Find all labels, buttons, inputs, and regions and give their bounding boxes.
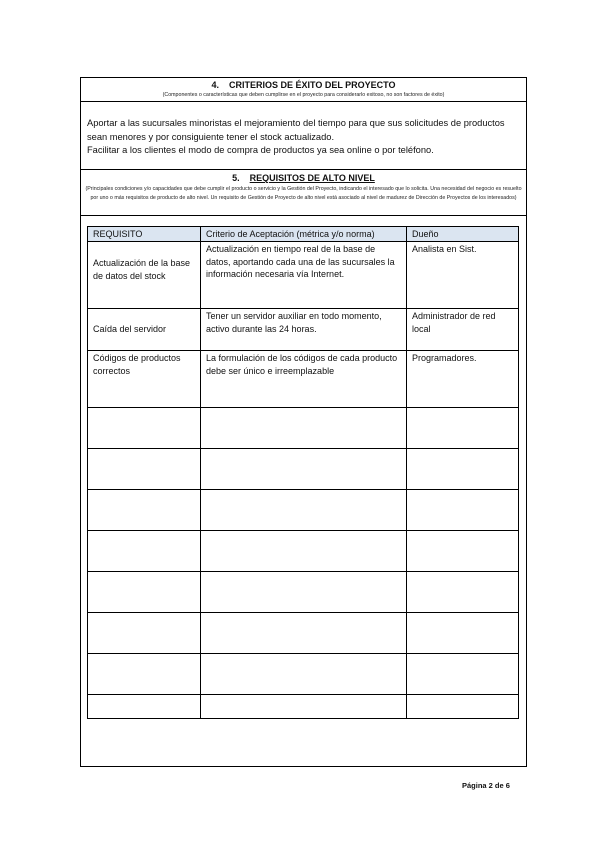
table-row bbox=[88, 695, 519, 719]
cell-requisito bbox=[88, 572, 201, 613]
cell-criterio bbox=[201, 572, 407, 613]
table-row bbox=[88, 351, 519, 408]
header-dueno: Dueño bbox=[407, 227, 519, 242]
table-header-row bbox=[88, 227, 519, 242]
section-5-number: 5. bbox=[232, 173, 240, 183]
cell-dueno bbox=[407, 449, 519, 490]
cell-criterio bbox=[201, 531, 407, 572]
cell-requisito bbox=[88, 449, 201, 490]
cell-criterio bbox=[201, 613, 407, 654]
cell-dueno: Programadores. bbox=[407, 351, 519, 408]
section-4-body bbox=[81, 102, 526, 170]
table-row bbox=[88, 408, 519, 449]
cell-requisito bbox=[88, 695, 201, 719]
cell-requisito bbox=[88, 408, 201, 449]
section-5-title-line bbox=[81, 170, 526, 184]
section-4-paragraph: Facilitar a los clientes el modo de compra de productos ya sea online o por teléfono. bbox=[87, 145, 434, 155]
cell-dueno bbox=[407, 572, 519, 613]
section-4-title: CRITERIOS DE ÉXITO DEL PROYECTO bbox=[228, 80, 396, 90]
cell-requisito bbox=[88, 613, 201, 654]
cell-criterio: Actualización en tiempo real de la base de datos, aportando cada una de las sucursales la información necesaria vía Internet. bbox=[201, 242, 407, 309]
cell-dueno bbox=[407, 695, 519, 719]
cell-criterio bbox=[201, 449, 407, 490]
cell-requisito bbox=[88, 531, 201, 572]
cell-requisito bbox=[88, 490, 201, 531]
header-requisito: REQUISITO bbox=[88, 227, 201, 242]
section-4-header bbox=[81, 78, 526, 102]
cell-dueno bbox=[407, 613, 519, 654]
requirements-table bbox=[87, 226, 519, 719]
cell-criterio: La formulación de los códigos de cada producto debe ser único e irreemplazable bbox=[201, 351, 407, 408]
section-4-paragraph: Aportar a las sucursales minoristas el mejoramiento del tiempo para que sus solicitudes de productos sean menores y por consiguiente tener el stock actualizado. bbox=[87, 118, 505, 142]
cell-dueno bbox=[407, 490, 519, 531]
table-row bbox=[88, 572, 519, 613]
cell-dueno bbox=[407, 654, 519, 695]
page-number: Página 2 de 6 bbox=[462, 781, 510, 790]
cell-dueno: Administrador de red local bbox=[407, 309, 519, 351]
section-5-header bbox=[81, 170, 526, 216]
cell-criterio bbox=[201, 654, 407, 695]
section-5-title: REQUISITOS DE ALTO NIVEL bbox=[249, 173, 375, 183]
cell-criterio: Tener un servidor auxiliar en todo momento, activo durante las 24 horas. bbox=[201, 309, 407, 351]
cell-dueno: Analista en Sist. bbox=[407, 242, 519, 309]
table-row bbox=[88, 613, 519, 654]
document-frame bbox=[80, 77, 527, 767]
section-4-subtitle: (Componentes o características que deben cumplirse en el proyecto para considerarlo exitoso, no son factores de éxito) bbox=[162, 92, 445, 98]
section-4-number: 4. bbox=[211, 80, 219, 90]
cell-criterio bbox=[201, 490, 407, 531]
table-row bbox=[88, 309, 519, 351]
cell-requisito: Actualización de la base de datos del stock bbox=[88, 242, 201, 309]
cell-requisito: Códigos de productos correctos bbox=[88, 351, 201, 408]
cell-dueno bbox=[407, 408, 519, 449]
section-5-subtitle: (Principales condiciones y/o capacidades que debe cumplir el producto o servicio y la Gestión del Proyecto, indicando el interesado que lo solicita. Una necesidad del negocio es resuelto por uno o más requisitos de producto de alto nivel. Un requisito de Gestión de Proyecto de alto nivel está asociado al nivel de madurez de Dirección de Proyectos de los interesados) bbox=[85, 186, 522, 201]
table-row bbox=[88, 242, 519, 309]
table-row bbox=[88, 654, 519, 695]
header-criterio: Criterio de Aceptación (métrica y/o norma) bbox=[201, 227, 407, 242]
section-4-title-line bbox=[81, 78, 526, 91]
table-row bbox=[88, 490, 519, 531]
cell-criterio bbox=[201, 695, 407, 719]
cell-requisito: Caída del servidor bbox=[88, 309, 201, 351]
cell-dueno bbox=[407, 531, 519, 572]
table-row bbox=[88, 531, 519, 572]
table-row bbox=[88, 449, 519, 490]
cell-requisito bbox=[88, 654, 201, 695]
cell-criterio bbox=[201, 408, 407, 449]
